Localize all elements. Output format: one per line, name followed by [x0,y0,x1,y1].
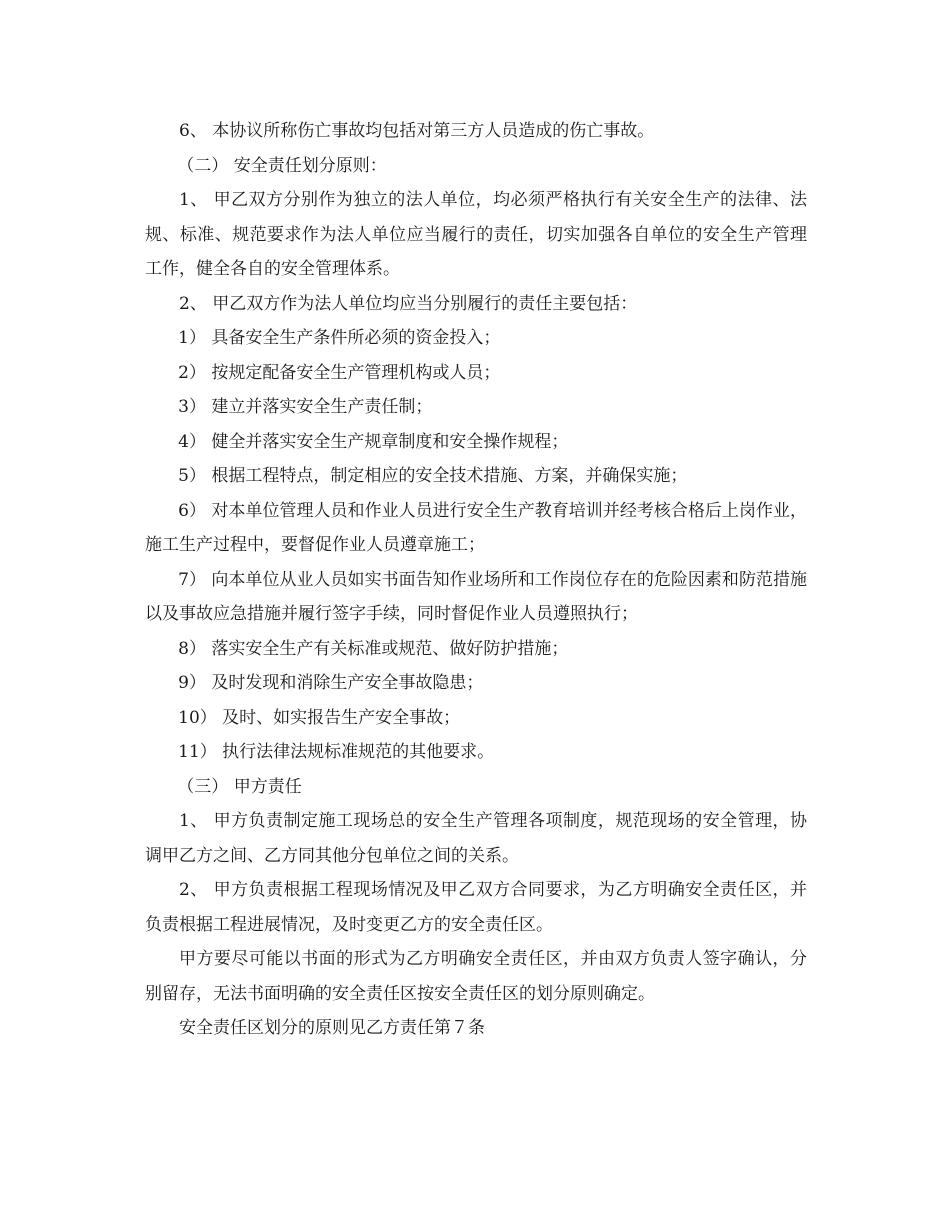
list-item-responsibility-2: 2） 按规定配备安全生产管理机构或人员； [178,362,501,383]
paragraph-section2-item-2: 2、 甲乙双方作为法人单位均应当分别履行的责任主要包括： [179,293,638,314]
paragraph-section3-item-1: 1、 甲方负责制定施工现场总的安全生产管理各项制度，规范现场的安全管理，协调甲乙方之间、乙方同其他分包单位之间的关系。 [145,811,807,866]
document-body [145,114,807,1046]
paragraph-section3-item-2: 2、 甲方负责根据工程现场情况及甲乙双方合同要求，为乙方明确安全责任区，并负责根据工程进展情况，及时变更乙方的安全责任区。 [145,880,807,935]
paragraph-section2-item-1: 1、 甲乙双方分别作为独立的法人单位，均必须严格执行有关安全生产的法律、法规、标准、规范要求作为法人单位应当履行的责任，切实加强各自单位的安全生产管理工作，健全各自的安全管理体系。 [145,190,807,279]
list-item-responsibility-8: 8） 落实安全生产有关标准或规范、做好防护措施； [178,638,569,659]
list-item-responsibility-9: 9） 及时发现和消除生产安全事故隐患； [178,673,484,693]
list-item-responsibility-4: 4） 健全并落实安全生产规章制度和安全操作规程； [178,431,569,452]
list-item-responsibility-11: 11） 执行法律法规标准规范的其他要求。 [178,742,495,762]
paragraph-section3-note: 甲方要尽可能以书面的形式为乙方明确安全责任区，并由双方负责人签字确认，分别留存，无法书面明确的安全责任区按安全责任区的划分原则确定。 [145,949,807,1004]
list-item-responsibility-1: 1） 具备安全生产条件所必须的资金投入； [178,328,501,348]
section-heading-3: （三） 甲方责任 [177,776,302,797]
paragraph-section3-reference: 安全责任区划分的原则见乙方责任第７条 [179,1018,485,1038]
list-item-responsibility-3: 3） 建立并落实安全生产责任制； [178,397,433,417]
list-item-responsibility-7: 7） 向本单位从业人员如实书面告知作业场所和工作岗位存在的危险因素和防范措施以及事故应急措施并履行签字手续，同时督促作业人员遵照执行； [145,569,807,624]
list-item-responsibility-10: 10） 及时、如实报告生产安全事故； [178,707,461,728]
list-item-responsibility-5: 5） 根据工程特点，制定相应的安全技术措施、方案，并确保实施； [178,466,688,486]
section-heading-2: （二） 安全责任划分原则： [177,155,387,176]
paragraph-item-6: 6、 本协议所称伤亡事故均包括对第三方人员造成的伤亡事故。 [179,121,655,141]
list-item-responsibility-6: 6） 对本单位管理人员和作业人员进行安全生产教育培训并经考核合格后上岗作业，施工生产过程中，要督促作业人员遵章施工； [145,500,807,555]
